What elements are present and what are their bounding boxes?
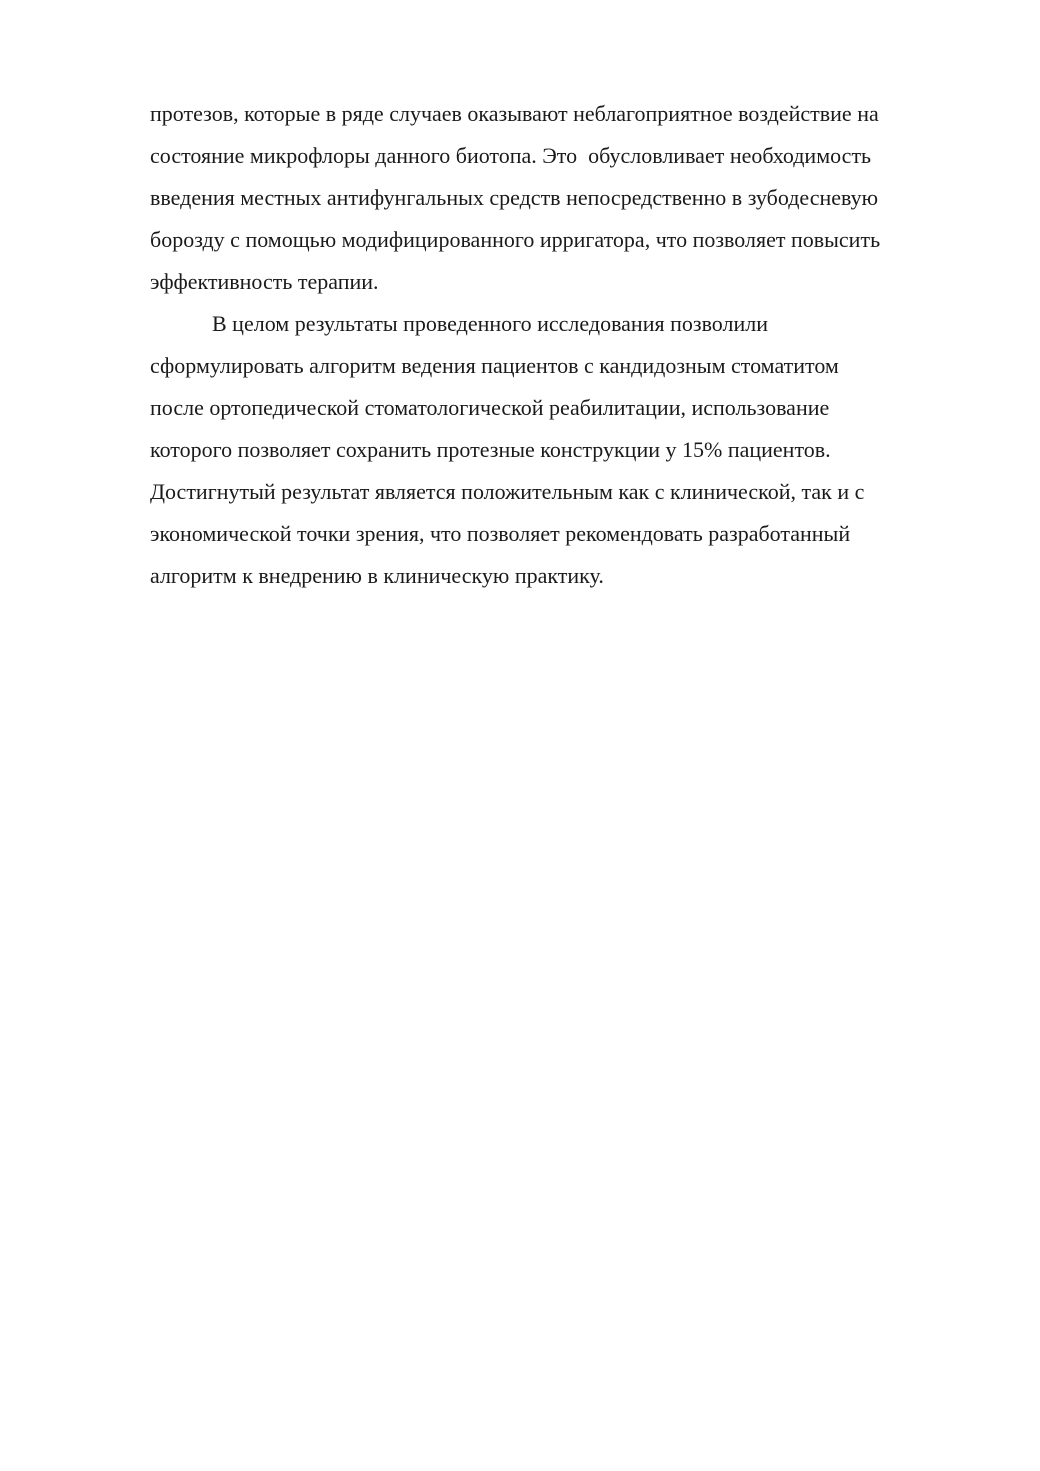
text-line: введения местных антифунгальных средств непосредственно в зубодесневую [150, 185, 879, 210]
paragraph-1 [150, 93, 980, 303]
text-line: протезов, которые в ряде случаев оказывают неблагоприятное воздействие на [150, 101, 879, 126]
text-line: Достигнутый результат является положительным как с клинической, так и с [150, 479, 865, 504]
text-line: состояние микрофлоры данного биотопа. Это обусловливает необходимость [150, 143, 872, 168]
text-line: экономической точки зрения, что позволяет рекомендовать разработанный [150, 521, 851, 546]
text-line: сформулировать алгоритм ведения пациентов с кандидозным стоматитом [150, 353, 839, 378]
text-line: алгоритм к внедрению в клиническую практику. [150, 563, 604, 588]
paragraph-2 [150, 303, 980, 597]
text-line: после ортопедической стоматологической реабилитации, использование [150, 395, 830, 420]
text-line: эффективность терапии. [150, 269, 379, 294]
text-line: В целом результаты проведенного исследования позволили [212, 311, 769, 336]
text-line: борозду с помощью модифицированного ирригатора, что позволяет повысить [150, 227, 881, 252]
text-line: которого позволяет сохранить протезные конструкции у 15% пациентов. [150, 437, 831, 462]
body-text [150, 93, 980, 597]
